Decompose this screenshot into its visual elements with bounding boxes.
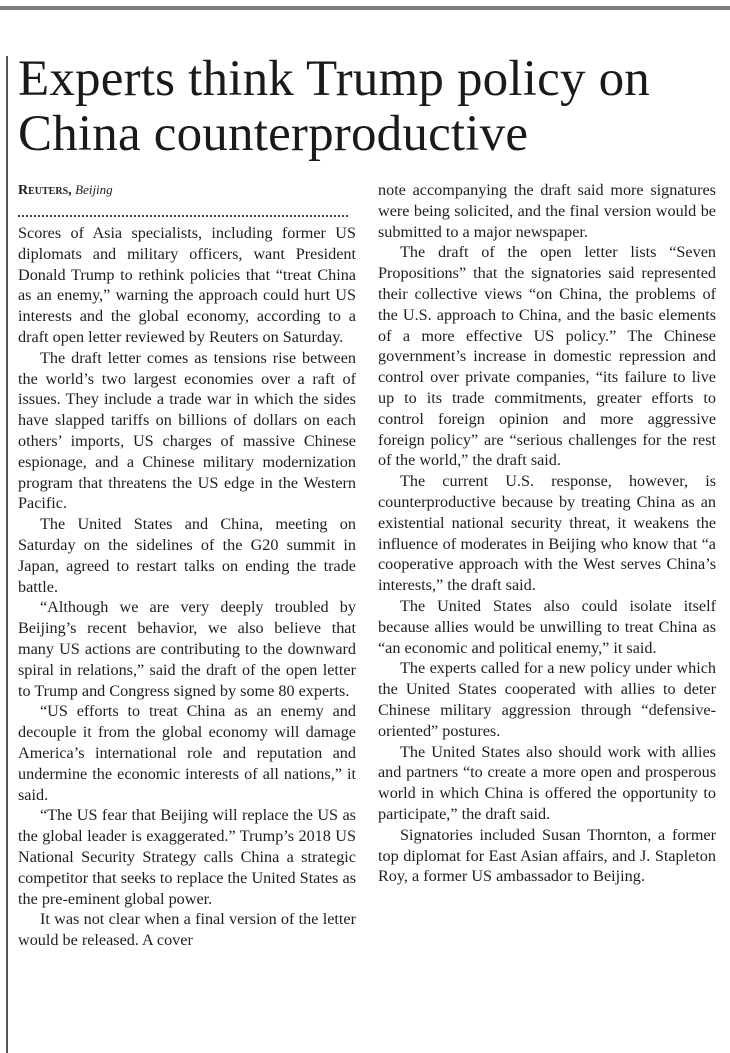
dateline: Beijing bbox=[75, 182, 113, 197]
paragraph: The experts called for a new policy under which the United States cooperated with allies to deter Chinese military aggression through “defensive-oriented” postures. bbox=[378, 659, 716, 740]
column-left bbox=[18, 180, 356, 951]
headline: Experts think Trump policy on China counterproductive bbox=[18, 51, 650, 162]
agency-name: Reuters, bbox=[18, 183, 72, 198]
column-right bbox=[378, 180, 716, 887]
paragraph: “US efforts to treat China as an enemy and decouple it from the global economy will damage America’s international role and reputation and undermine the economic interests of all nations,” it said. bbox=[18, 702, 356, 804]
top-rule bbox=[0, 6, 730, 10]
paragraph: The draft letter comes as tensions rise between the world’s two largest economies over a raft of issues. They include a trade war in which the sides have slapped tariffs on billions of dollars on each others’ imports, US charges of massive Chinese espionage, and a Chinese military modernization program that threatens the US edge in the Western Pacific. bbox=[18, 348, 356, 513]
paragraph: “Although we are very deeply troubled by Beijing’s recent behavior, we also believe that many US actions are contributing to the downward spiral in relations,” said the draft of the open letter to Trump and Congress signed by some 80 experts. bbox=[18, 598, 356, 700]
paragraph: The current U.S. response, however, is counterproductive because by treating China as an existential national security threat, it weakens the influence of moderates in Beijing who know that “a cooperative approach with the West serves China’s interests,” the draft said. bbox=[378, 472, 716, 595]
byline-divider bbox=[18, 199, 348, 217]
paragraph: note accompanying the draft said more signatures were being solicited, and the final version would be submitted to a major newspaper. bbox=[378, 181, 716, 241]
paragraph: The draft of the open letter lists “Seven Propositions” that the signatories said represented their collective views “on China, the problems of the U.S. approach to China, and the basic elements of a more effective US policy.” The Chinese government’s increase in domestic repression and control over private companies, “its failure to live up to its trade commitments, greater efforts to control foreign opinion and more aggressive foreign policy” are “serious challenges for the rest of the world,” the draft said. bbox=[378, 243, 716, 470]
paragraph: It was not clear when a final version of the letter would be released. A cover bbox=[18, 910, 356, 950]
paragraph: Signatories included Susan Thornton, a former top diplomat for East Asian affairs, and J. Stapleton Roy, a former US ambassador to Beijing. bbox=[378, 825, 716, 886]
paragraph: The United States and China, meeting on Saturday on the sidelines of the G20 summit in Japan, agreed to restart talks on ending the trade battle. bbox=[18, 515, 356, 596]
byline bbox=[18, 180, 356, 201]
paragraph: The United States also should work with allies and partners “to create a more open and prosperous world in which China is offered the opportunity to participate,” the draft said. bbox=[378, 742, 716, 823]
paragraph: The United States also could isolate itself because allies would be unwilling to treat China as “an economic and political enemy,” it said. bbox=[378, 596, 716, 657]
left-column-rule bbox=[6, 56, 8, 1053]
paragraph: “The US fear that Beijing will replace the US as the global leader is exaggerated.” Trump’s 2018 US National Security Strategy calls China a strategic competitor that seeks to replace the United States as the pre-eminent global power. bbox=[18, 806, 356, 908]
paragraph: Scores of Asia specialists, including former US diplomats and military officers, want President Donald Trump to rethink policies that “treat China as an enemy,” warning the approach could hurt US interests and the global economy, according to a draft open letter reviewed by Reuters on Saturday. bbox=[18, 224, 356, 346]
